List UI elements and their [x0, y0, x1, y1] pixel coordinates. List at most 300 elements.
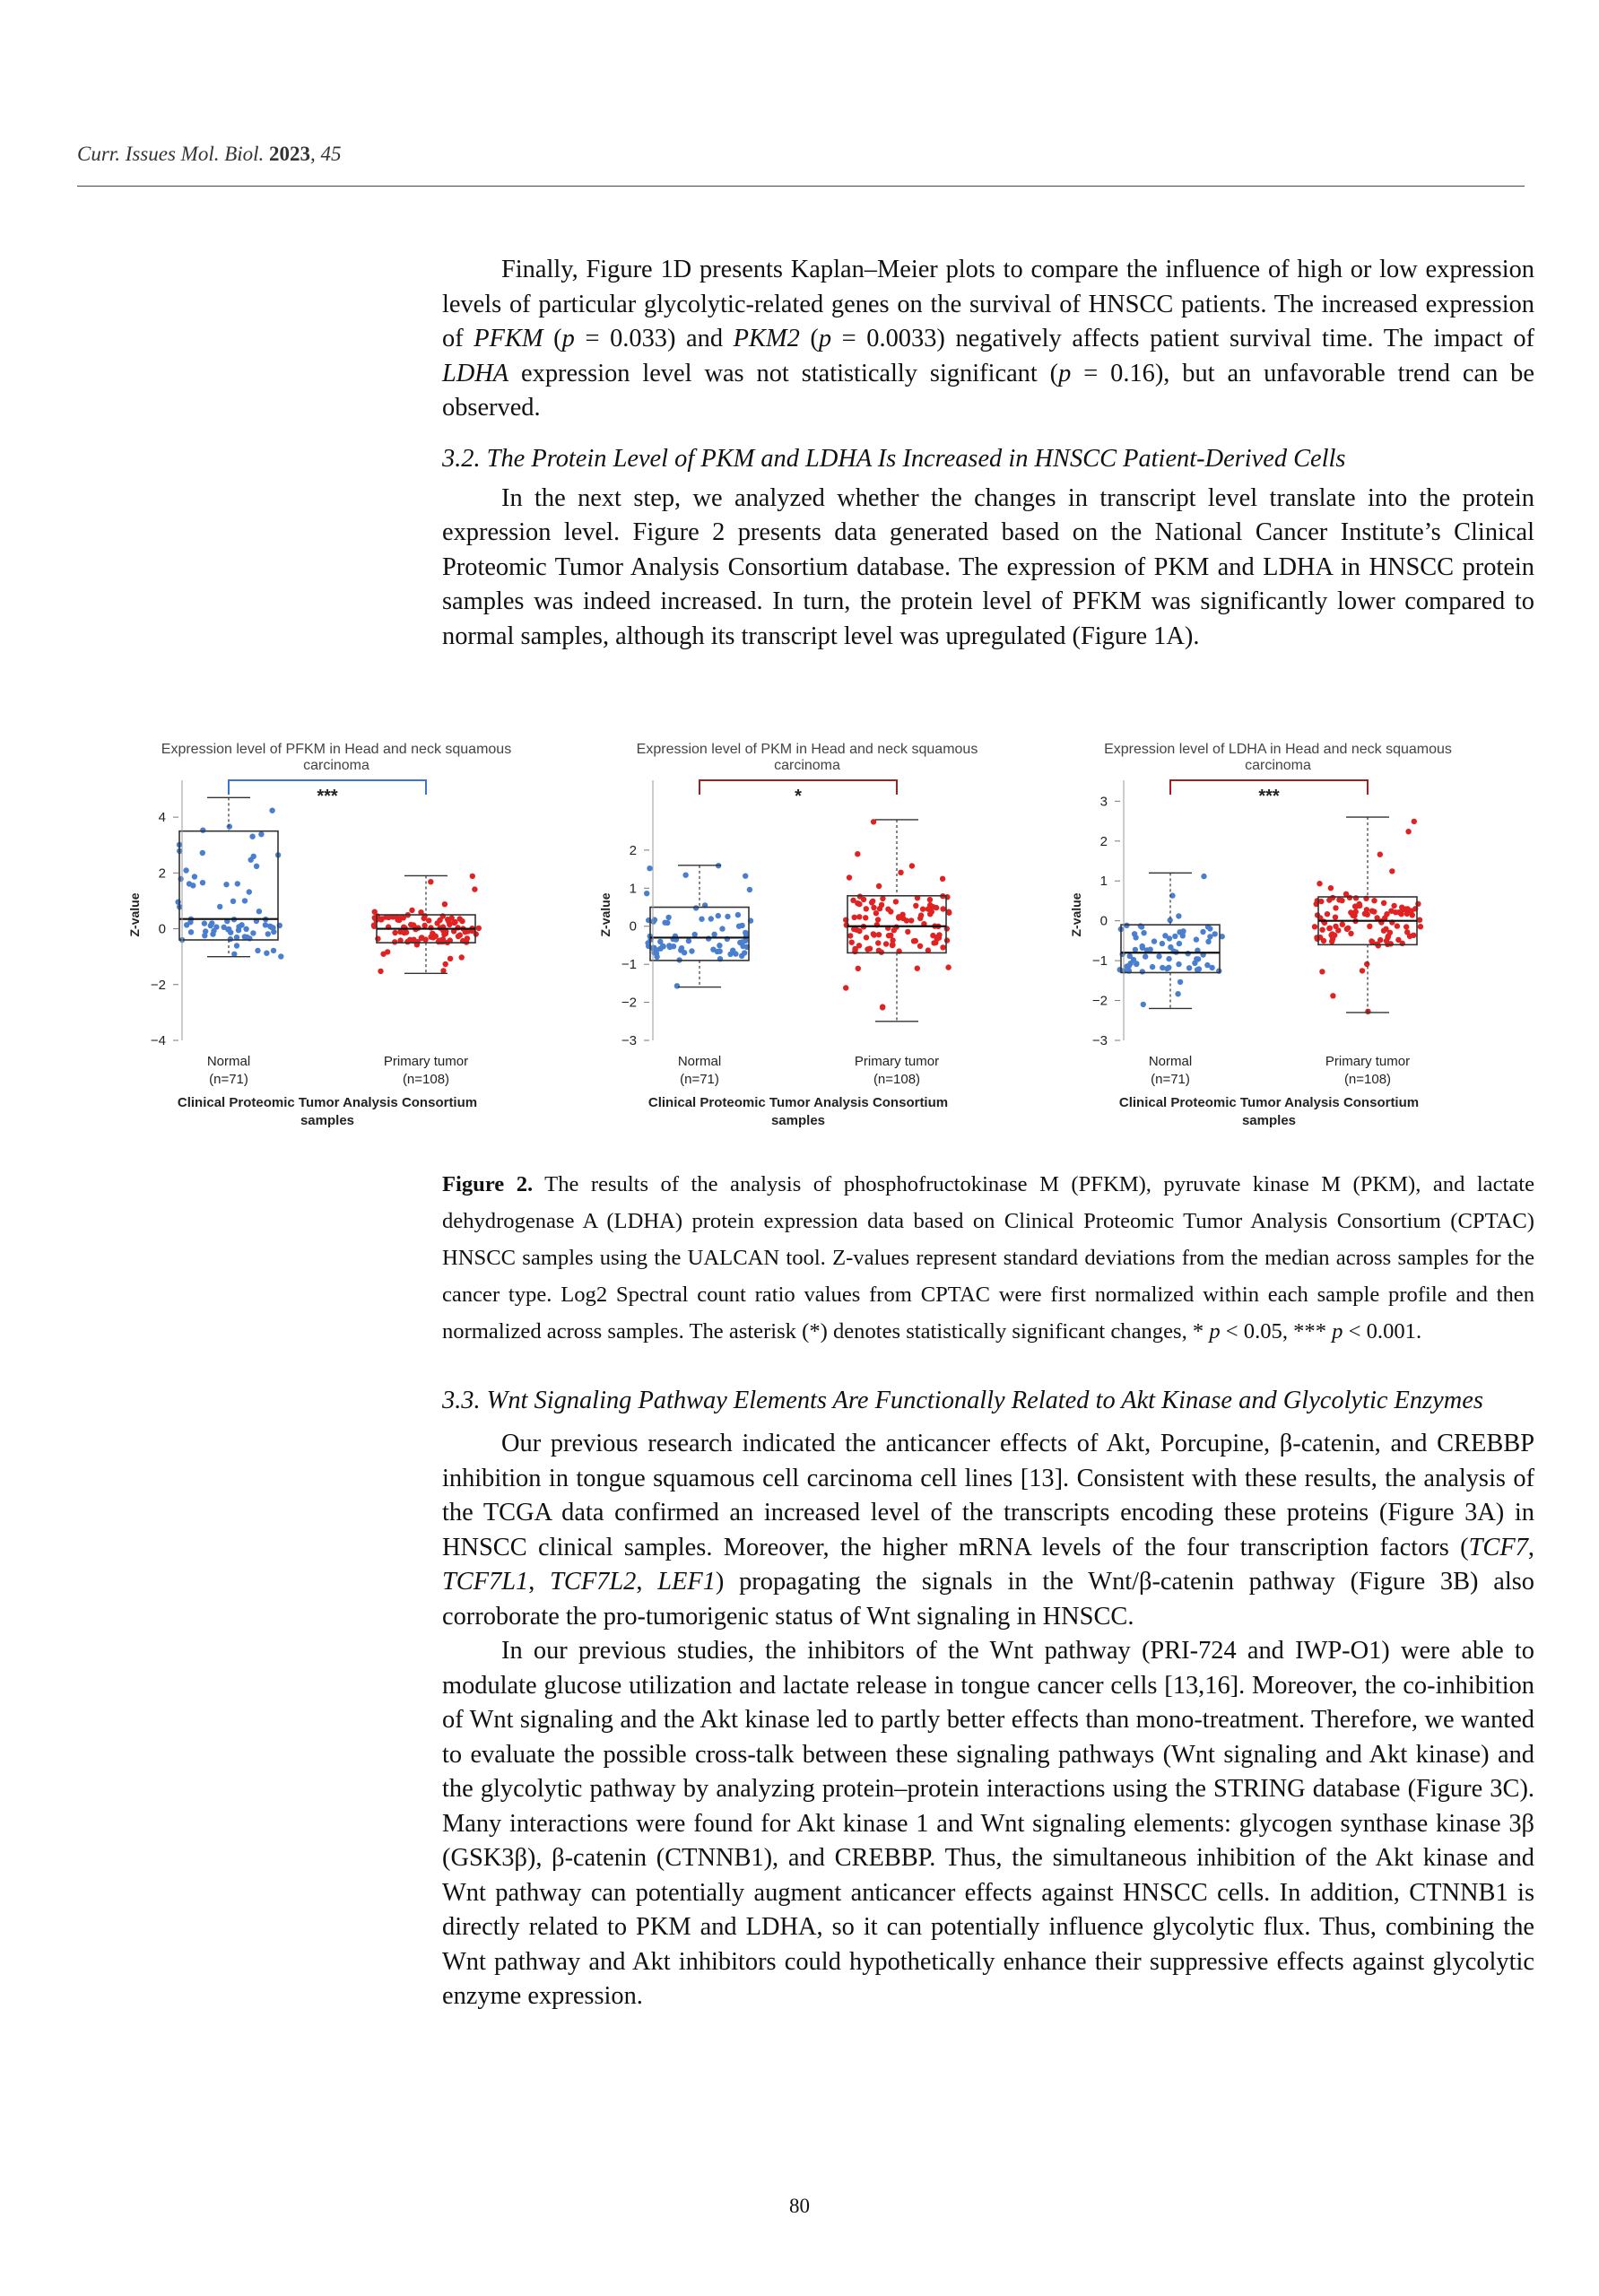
- data-point: [1176, 961, 1181, 967]
- y-tick-label: −2: [621, 995, 637, 1011]
- data-point: [256, 909, 262, 914]
- data-point: [879, 902, 884, 908]
- data-point: [1348, 931, 1353, 936]
- category-label: Normal: [1148, 1054, 1193, 1069]
- data-point: [1201, 874, 1206, 879]
- data-point: [470, 874, 475, 879]
- data-point: [674, 983, 680, 988]
- data-point: [1143, 953, 1148, 959]
- data-point: [1376, 943, 1381, 948]
- data-point: [1156, 953, 1161, 959]
- data-point: [867, 946, 873, 952]
- x-axis-label-line2: samples: [300, 1113, 355, 1128]
- data-point: [856, 943, 862, 948]
- x-axis-label-line2: samples: [1241, 1113, 1297, 1128]
- paragraph-wnt-previous-research: Our previous research indicated the anticancer effects of Akt, Porcupine, β-catenin, and CREBBP inhibition in tongue squamous cell carcinoma cell lines [13]. Consistent with these results, the analysis of the TCGA data confirmed an increased level of the transcripts encoding these proteins (Figure 3A) in HNSCC clinical samples. Moreover, the higher mRNA levels of the four transcription factors (TCF7, TCF7L1, TCF7L2, LEF1) propagating the signals in the Wnt/β-catenin pathway (Figure 3B) also corroborate the pro-tumorigenic status of Wnt signaling in HNSCC.: [442, 1430, 1534, 1631]
- data-point: [1212, 931, 1218, 936]
- data-point: [1367, 924, 1372, 929]
- data-point: [225, 926, 230, 932]
- y-axis-label: Z-value: [127, 892, 142, 937]
- data-point: [239, 922, 244, 927]
- data-point: [392, 930, 397, 935]
- y-tick-label: −4: [150, 1033, 166, 1048]
- data-point: [426, 918, 431, 923]
- chart-pfkm: [121, 735, 632, 1157]
- data-point: [1418, 924, 1423, 929]
- data-point: [1333, 905, 1338, 910]
- data-point: [647, 865, 652, 871]
- data-point: [244, 935, 249, 940]
- data-point: [448, 956, 453, 961]
- data-point: [1335, 927, 1341, 933]
- y-tick-label: 2: [1099, 833, 1108, 849]
- tumor-points: [843, 819, 952, 1010]
- data-point: [911, 938, 917, 944]
- data-point: [927, 897, 933, 902]
- data-point: [211, 928, 216, 934]
- data-point: [1369, 938, 1374, 944]
- data-point: [1175, 991, 1180, 996]
- data-point: [217, 904, 222, 909]
- data-point: [459, 918, 465, 924]
- journal-name: Curr. Issues Mol. Biol.: [77, 143, 265, 165]
- data-point: [918, 912, 924, 918]
- x-axis-label-line1: Clinical Proteomic Tumor Analysis Consortium: [177, 1095, 478, 1110]
- data-point: [230, 899, 236, 904]
- data-point: [445, 917, 450, 922]
- category-label: Primary tumor: [1325, 1054, 1411, 1069]
- data-point: [1166, 965, 1171, 970]
- data-point: [678, 947, 683, 952]
- data-point: [200, 828, 205, 833]
- data-point: [739, 923, 744, 928]
- data-point: [1168, 944, 1173, 950]
- data-point: [202, 933, 207, 938]
- data-point: [1319, 927, 1325, 933]
- data-point: [1330, 895, 1335, 900]
- data-point: [248, 857, 254, 863]
- category-n-label: (n=71): [1151, 1072, 1190, 1087]
- data-point: [1328, 885, 1334, 891]
- data-point: [402, 930, 407, 935]
- data-point: [1196, 966, 1202, 971]
- chart-pkm-svg: [592, 735, 1103, 1157]
- y-tick-label: 4: [158, 810, 166, 826]
- category-label: Normal: [677, 1054, 722, 1069]
- data-point: [269, 808, 274, 813]
- data-point: [1141, 1002, 1146, 1007]
- data-point: [254, 864, 259, 869]
- data-point: [692, 932, 698, 937]
- data-point: [1340, 922, 1345, 927]
- y-axis-label: Z-value: [1069, 892, 1083, 937]
- data-point: [940, 944, 945, 950]
- data-point: [913, 903, 918, 909]
- data-point: [847, 933, 853, 938]
- significance-marker: *: [795, 787, 802, 806]
- data-point: [650, 918, 656, 924]
- chart-ldha-svg: [1063, 735, 1574, 1157]
- data-point: [682, 873, 688, 878]
- category-n-label: (n=108): [873, 1072, 921, 1087]
- data-point: [1377, 937, 1383, 943]
- y-tick-label: 2: [629, 842, 637, 858]
- data-point: [699, 917, 704, 922]
- data-point: [885, 907, 891, 912]
- y-tick-label: 2: [158, 865, 166, 882]
- data-point: [644, 891, 649, 896]
- data-point: [472, 886, 477, 891]
- data-point: [1318, 899, 1324, 904]
- data-point: [1391, 903, 1396, 909]
- data-point: [730, 948, 735, 953]
- data-point: [852, 949, 857, 954]
- header-rule: [77, 186, 1525, 187]
- data-point: [1200, 929, 1205, 935]
- data-point: [1395, 923, 1400, 928]
- chart-title-line2: carcinoma: [1245, 758, 1311, 773]
- data-point: [1209, 965, 1214, 970]
- data-point: [1377, 852, 1383, 857]
- data-point: [904, 918, 909, 923]
- data-point: [875, 917, 881, 922]
- data-point: [1360, 968, 1365, 973]
- data-point: [267, 924, 273, 929]
- data-point: [1389, 868, 1395, 874]
- data-point: [1381, 900, 1386, 906]
- y-tick-label: 3: [1099, 794, 1108, 810]
- data-point: [200, 880, 205, 885]
- data-point: [202, 920, 207, 926]
- data-point: [1141, 930, 1146, 935]
- data-point: [917, 944, 923, 949]
- normal-points: [1117, 874, 1225, 1007]
- data-point: [873, 910, 879, 916]
- chart-title-line2: carcinoma: [303, 758, 369, 773]
- data-point: [1393, 909, 1398, 915]
- data-point: [278, 953, 283, 959]
- data-point: [915, 966, 920, 971]
- data-point: [1180, 928, 1186, 934]
- data-point: [1339, 898, 1344, 903]
- data-point: [1205, 939, 1211, 944]
- data-point: [872, 932, 877, 937]
- data-point: [857, 893, 863, 899]
- data-point: [265, 931, 271, 936]
- data-point: [1395, 937, 1401, 943]
- x-axis-label-line2: samples: [770, 1113, 826, 1128]
- data-point: [905, 929, 910, 935]
- data-point: [419, 935, 424, 940]
- data-point: [850, 898, 856, 903]
- category-n-label: (n=108): [402, 1072, 450, 1087]
- data-point: [940, 876, 945, 882]
- data-point: [742, 950, 747, 955]
- data-point: [876, 883, 882, 889]
- data-point: [1177, 941, 1182, 946]
- data-point: [657, 946, 663, 952]
- data-point: [686, 938, 691, 944]
- data-point: [891, 927, 897, 933]
- data-point: [264, 951, 269, 956]
- data-point: [1410, 912, 1415, 918]
- chart-ldha: [1063, 735, 1574, 1157]
- data-point: [407, 937, 413, 943]
- chart-title-line1: Expression level of LDHA in Head and neck squamous: [1104, 742, 1452, 757]
- data-point: [378, 917, 384, 922]
- data-point: [1415, 901, 1421, 907]
- data-point: [1326, 926, 1332, 931]
- data-point: [234, 943, 239, 948]
- data-point: [421, 916, 427, 921]
- data-point: [1365, 912, 1370, 918]
- y-tick-label: −3: [1091, 1033, 1108, 1048]
- data-point: [183, 867, 188, 873]
- data-point: [476, 926, 482, 931]
- data-point: [249, 834, 255, 839]
- category-label: Primary tumor: [854, 1054, 940, 1069]
- data-point: [258, 831, 264, 837]
- y-tick-label: −1: [1091, 953, 1108, 970]
- data-point: [1151, 938, 1157, 944]
- data-point: [247, 889, 252, 894]
- section-heading-3-3: 3.3. Wnt Signaling Pathway Elements Are Functionally Related to Akt Kinase and Glycolytic Enzymes: [442, 1387, 1483, 1414]
- figure-caption-block: [442, 1166, 1534, 1350]
- data-point: [271, 929, 276, 935]
- chart-pkm: [592, 735, 1103, 1157]
- data-point: [440, 936, 446, 942]
- data-point: [945, 964, 951, 970]
- paragraph-protein-level: In the next step, we analyzed whether the changes in transcript level translate into the protein expression level. Figure 2 presents data generated based on the National Cancer Institute’s Clinical Proteomic Tumor Analysis Consortium database. The expression of PKM and LDHA in HNSCC protein samples was indeed increased. In turn, the protein level of PFKM was significantly lower compared to normal samples, although its transcript level was upregulated (Figure 1A).: [442, 483, 1534, 650]
- data-point: [457, 932, 463, 937]
- chart-title-line1: Expression level of PFKM in Head and neck squamous: [161, 742, 512, 757]
- data-point: [1133, 935, 1138, 940]
- data-point: [898, 870, 903, 875]
- data-point: [1343, 891, 1349, 897]
- data-point: [200, 850, 205, 856]
- data-point: [1319, 969, 1325, 974]
- data-point: [1350, 913, 1355, 918]
- data-point: [864, 906, 869, 911]
- data-point: [944, 937, 950, 943]
- y-tick-label: −1: [621, 957, 637, 973]
- data-point: [847, 874, 852, 880]
- chart-title-line1: Expression level of PKM in Head and neck squamous: [636, 742, 978, 757]
- data-point: [666, 943, 672, 948]
- data-point: [934, 935, 939, 940]
- data-point: [395, 917, 400, 922]
- data-point: [856, 901, 862, 907]
- data-point: [708, 916, 714, 921]
- running-head: [77, 143, 342, 166]
- data-point: [1195, 956, 1201, 961]
- category-label: Primary tumor: [383, 1054, 469, 1069]
- data-point: [271, 948, 276, 953]
- data-point: [856, 928, 862, 934]
- data-point: [392, 939, 397, 944]
- y-tick-label: 1: [629, 881, 637, 897]
- journal-year: 2023: [269, 143, 311, 165]
- data-point: [717, 943, 722, 948]
- data-point: [227, 823, 232, 829]
- data-point: [1405, 829, 1411, 834]
- page-number: 80: [789, 2195, 810, 2217]
- data-point: [864, 935, 869, 940]
- data-point: [920, 907, 926, 912]
- data-point: [235, 881, 240, 886]
- body-top: [442, 253, 1534, 654]
- data-point: [375, 936, 380, 942]
- figure-2: [0, 735, 1599, 1157]
- y-tick-label: 0: [158, 921, 166, 937]
- y-tick-label: −2: [1091, 993, 1108, 1009]
- data-point: [175, 900, 180, 905]
- data-point: [852, 915, 857, 920]
- data-point: [711, 932, 717, 937]
- data-point: [944, 894, 950, 900]
- data-point: [946, 910, 952, 916]
- data-point: [428, 879, 433, 884]
- data-point: [890, 942, 895, 947]
- category-label: Normal: [206, 1054, 251, 1069]
- data-point: [654, 954, 659, 960]
- data-point: [735, 912, 741, 918]
- data-point: [875, 940, 881, 945]
- data-point: [242, 898, 248, 903]
- data-point: [1403, 907, 1408, 912]
- journal-volume: , 45: [310, 143, 342, 165]
- data-point: [665, 915, 671, 920]
- x-axis-label-line1: Clinical Proteomic Tumor Analysis Consortium: [647, 1095, 949, 1110]
- data-point: [934, 905, 939, 910]
- y-axis-label: Z-value: [598, 892, 613, 937]
- data-point: [856, 914, 862, 919]
- y-tick-label: 0: [1099, 913, 1108, 929]
- data-point: [1403, 924, 1409, 929]
- data-point: [208, 923, 213, 928]
- data-point: [689, 948, 694, 953]
- data-point: [693, 905, 699, 910]
- data-point: [463, 929, 468, 935]
- data-point: [1412, 819, 1417, 824]
- significance-marker: ***: [1258, 787, 1280, 806]
- y-tick-label: 0: [629, 918, 637, 935]
- y-tick-label: 1: [1099, 874, 1108, 890]
- data-point: [428, 935, 433, 940]
- data-point: [893, 899, 899, 904]
- data-point: [1194, 936, 1199, 942]
- data-point: [380, 952, 386, 957]
- data-point: [1176, 913, 1181, 918]
- data-point: [1333, 915, 1338, 920]
- data-point: [1128, 961, 1134, 966]
- data-point: [1325, 911, 1330, 917]
- figure-2-caption: Figure 2. The results of the analysis of phosphofructokinase M (PFKM), pyruvate kinase M (PKM), and lactate dehydrogenase A (LDHA) protein expression data based on Clinical Proteomic Tumor Analysis Consortium (CPTAC) HNSCC samples using the UALCAN tool. Z-values represent standard deviations from the median across samples for the cancer type. Log2 Spectral count ratio values from CPTAC were first normalized within each sample profile and then normalized across samples. The asterisk (*) denotes statistically significant changes, * p < 0.05, *** p < 0.001.: [442, 1172, 1534, 1344]
- paragraph-wnt-inhibitors: In our previous studies, the inhibitors of the Wnt pathway (PRI-724 and IWP-O1) were able to modulate glucose utilization and lactate release in tongue cancer cells [13,16]. Moreover, the co-inhibition of Wnt signaling and the Akt kinase led to partly better effects than mono-treatment. Therefore, we wanted to evaluate the possible cross-talk between these signaling pathways (Wnt signaling and Akt kinase) and the glycolytic pathway by analyzing protein–protein interactions using the STRING database (Figure 3C). Many interactions were found for Akt kinase 1 and Wnt signaling elements: glycogen synthase kinase 3β (GSK3β), β-catenin (CTNNB1), and CREBBP. Thus, the simultaneous inhibition of the Akt kinase and Wnt pathway can potentially augment anticancer effects against HNSCC cells. In addition, CTNNB1 is directly related to PKM and LDHA, so it can potentially influence glycolytic flux. Thus, combining the Wnt pathway and Akt inhibitors could hypothetically enhance their suppressive effects against glycolytic enzyme expression.: [442, 1637, 1534, 2010]
- data-point: [1140, 969, 1145, 974]
- data-point: [1407, 934, 1412, 939]
- data-point: [1364, 961, 1369, 967]
- data-point: [871, 905, 876, 910]
- paragraph-kaplan-meier: Finally, Figure 1D presents Kaplan–Meier plots to compare the influence of high or low expression levels of particular glycolytic-related genes on the survival of HNSCC patients. The increased expression of PFKM (p = 0.033) and PKM2 (p = 0.0033) negatively affects patient survival time. The impact of LDHA expression level was not statistically significant (p = 0.16), but an unfavorable trend can be observed.: [442, 256, 1534, 422]
- data-point: [849, 940, 855, 945]
- data-point: [459, 954, 465, 960]
- data-point: [1134, 961, 1139, 966]
- data-point: [725, 914, 730, 919]
- chart-pfkm-svg: [121, 735, 632, 1157]
- data-point: [1312, 924, 1317, 929]
- category-n-label: (n=71): [680, 1072, 719, 1087]
- data-point: [1357, 903, 1362, 909]
- data-point: [1353, 895, 1359, 900]
- data-point: [1345, 926, 1351, 931]
- data-point: [843, 985, 848, 990]
- data-point: [883, 941, 889, 946]
- data-point: [255, 948, 260, 953]
- data-point: [747, 887, 752, 892]
- data-point: [1178, 979, 1183, 985]
- data-point: [855, 851, 860, 857]
- data-point: [421, 923, 427, 928]
- data-point: [1330, 993, 1335, 998]
- data-point: [1148, 947, 1153, 952]
- data-point: [243, 926, 248, 932]
- data-point: [662, 920, 667, 926]
- data-point: [743, 874, 748, 879]
- data-point: [452, 919, 457, 925]
- data-point: [1371, 909, 1377, 914]
- data-point: [409, 908, 414, 913]
- data-point: [187, 919, 193, 925]
- data-point: [1371, 898, 1377, 903]
- y-tick-label: −2: [150, 977, 166, 993]
- data-point: [442, 901, 448, 907]
- data-point: [1383, 926, 1388, 932]
- data-point: [250, 930, 256, 935]
- data-point: [223, 882, 229, 887]
- data-point: [1166, 956, 1171, 961]
- data-point: [1162, 933, 1168, 938]
- data-point: [1186, 965, 1192, 970]
- data-point: [188, 929, 194, 935]
- data-point: [886, 933, 891, 938]
- significance-marker: ***: [317, 787, 338, 806]
- x-axis-label-line1: Clinical Proteomic Tumor Analysis Consortium: [1118, 1095, 1420, 1110]
- data-point: [929, 909, 934, 914]
- data-point: [378, 969, 383, 974]
- data-point: [1321, 938, 1326, 944]
- data-point: [740, 939, 745, 944]
- data-point: [190, 883, 196, 888]
- body-bottom: [442, 1386, 1534, 2014]
- data-point: [896, 915, 901, 920]
- data-point: [1150, 964, 1155, 970]
- data-point: [443, 961, 448, 967]
- data-point: [1328, 933, 1334, 938]
- data-point: [1160, 941, 1165, 946]
- chart-title-line2: carcinoma: [774, 758, 840, 773]
- data-point: [940, 906, 945, 911]
- data-point: [411, 922, 416, 927]
- data-point: [657, 939, 663, 944]
- data-point: [909, 863, 915, 868]
- y-tick-label: −3: [621, 1033, 637, 1048]
- normal-points: [644, 863, 753, 989]
- data-point: [1329, 939, 1334, 944]
- data-point: [880, 1004, 885, 1009]
- data-point: [880, 896, 885, 901]
- data-point: [443, 931, 448, 936]
